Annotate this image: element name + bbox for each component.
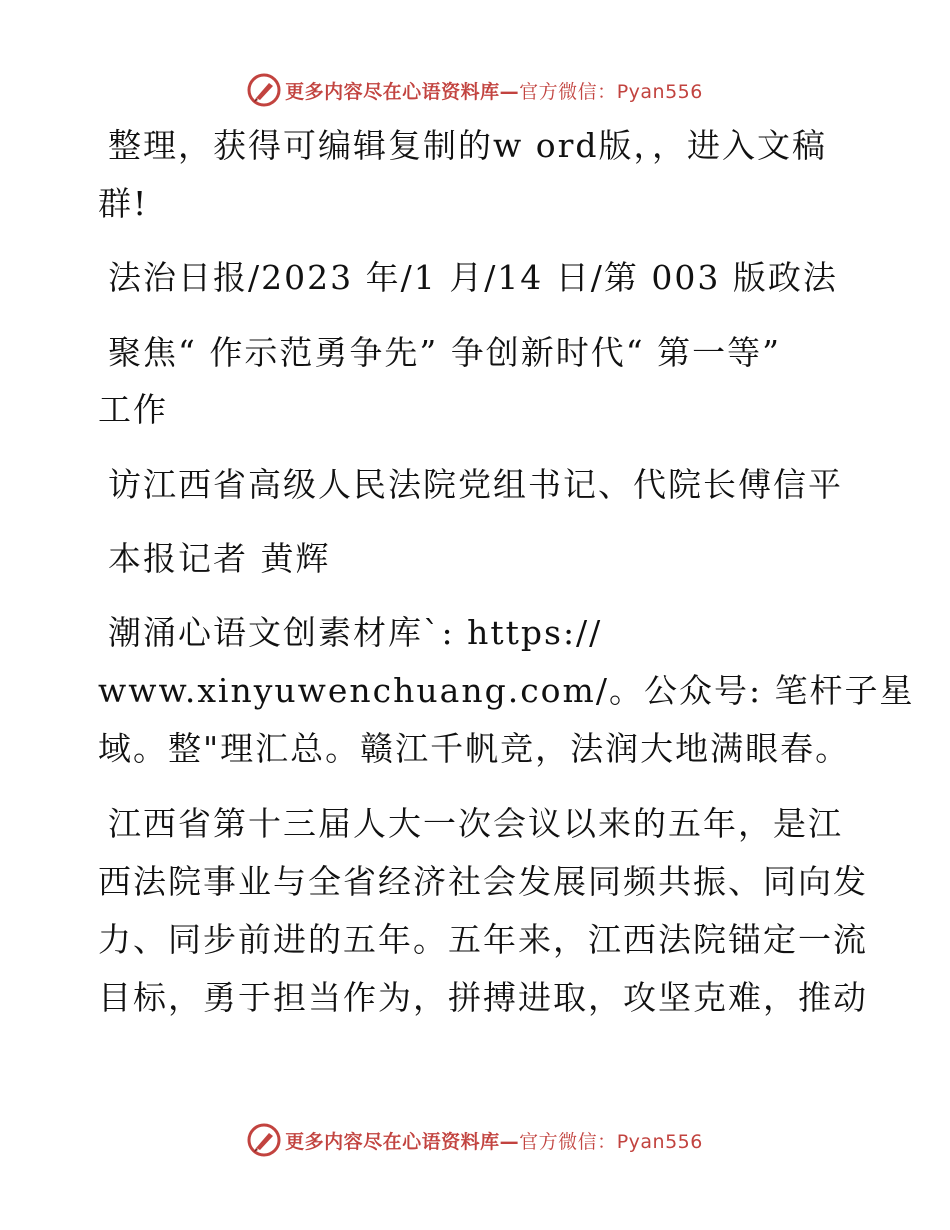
banner-text: 更多内容尽在心语资料库—官方微信：Pyan556 bbox=[285, 1130, 703, 1153]
pen-logo-icon bbox=[247, 1123, 281, 1157]
body-line-5: 工作 bbox=[98, 390, 168, 429]
body-line-12: 西法院事业与全省经济社会发展同频共振、同向发 bbox=[98, 862, 868, 901]
banner-text: 更多内容尽在心语资料库—官方微信：Pyan556 bbox=[285, 80, 703, 103]
footer-banner bbox=[0, 1120, 950, 1160]
body-line-13: 力、同步前进的五年。五年来，江西法院锚定一流 bbox=[98, 920, 868, 959]
body-line-7: 本报记者 黄辉 bbox=[108, 539, 331, 578]
body-line-14: 目标，勇于担当作为，拼搏进取，攻坚克难，推动 bbox=[98, 978, 868, 1017]
header-banner bbox=[0, 70, 950, 110]
body-line-11: 江西省第十三届人大一次会议以来的五年，是江 bbox=[108, 804, 843, 843]
body-line-9: www.xinyuwenchuang.com/。公众号: 笔杆子星 bbox=[98, 671, 915, 710]
body-line-10: 域。整"理汇总。赣江千帆竞，法润大地满眼春。 bbox=[98, 729, 851, 768]
pen-logo-icon bbox=[247, 73, 281, 107]
body-line-6: 访江西省高级人民法院党组书记、代院长傅信平 bbox=[108, 465, 843, 504]
body-line-2: 群! bbox=[98, 184, 149, 223]
body-line-1: 整理，获得可编辑复制的w ord版，，进入文稿 bbox=[108, 126, 828, 165]
body-line-3: 法治日报/2023 年/1 月/14 日/第 003 版政法 bbox=[108, 258, 838, 297]
body-line-8: 潮涌心语文创素材库`: https:// bbox=[108, 613, 603, 652]
body-line-4: 聚焦“ 作示范勇争先” 争创新时代“ 第一等” bbox=[108, 333, 781, 372]
